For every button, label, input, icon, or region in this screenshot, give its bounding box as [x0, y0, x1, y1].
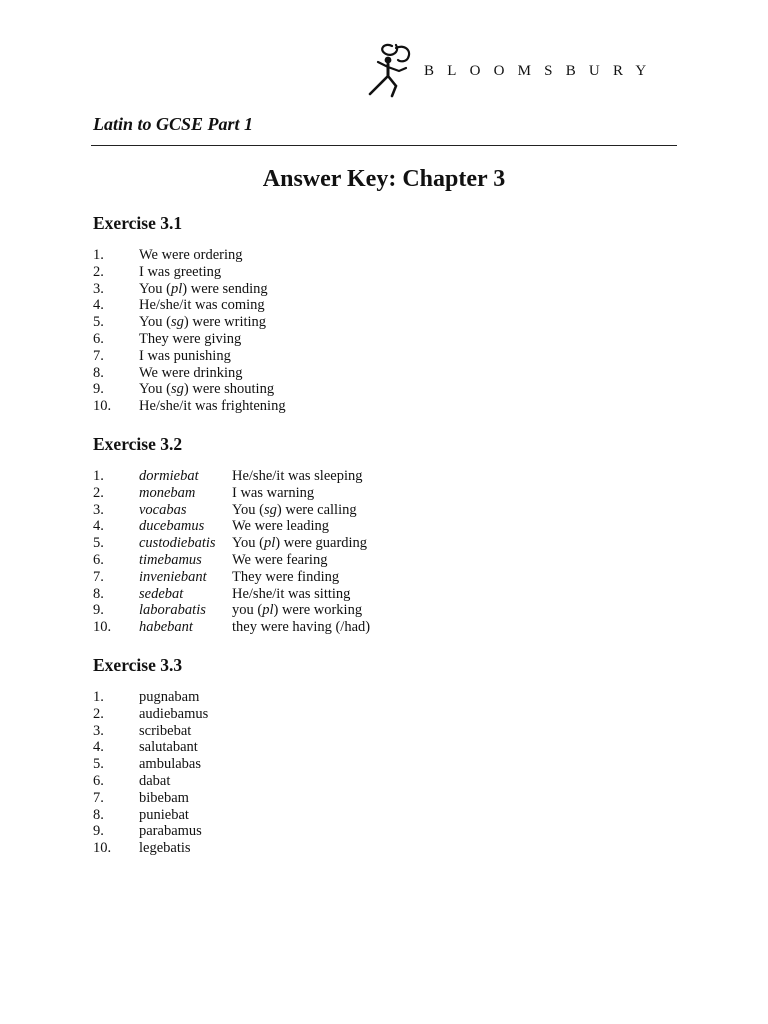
answer-text	[232, 586, 350, 603]
answer-text	[139, 840, 191, 857]
answer-fragment: We were fearing	[232, 551, 328, 568]
answer-fragment: I was punishing	[139, 347, 231, 364]
leaping-figure-icon	[366, 40, 426, 100]
answer-text	[139, 264, 221, 281]
answer-fragment: He/she/it was frightening	[139, 398, 286, 415]
item-number: 4.	[93, 739, 104, 756]
latin-verb: ducebamus	[139, 518, 205, 535]
exercise-heading: Exercise 3.3	[93, 655, 183, 675]
item-number: 6.	[93, 551, 104, 568]
item-number: 2.	[93, 484, 104, 501]
item-number: 7.	[93, 789, 104, 806]
answer-text	[139, 365, 243, 382]
answer-fragment: parabamus	[139, 823, 202, 840]
answer-text	[232, 619, 370, 636]
answer-fragment: ambulabas	[139, 756, 202, 773]
exercise-3-1	[93, 212, 286, 415]
answer-fragment: puniebat	[139, 806, 189, 823]
latin-verb: laborabatis	[139, 602, 206, 619]
item-number: 5.	[93, 314, 104, 331]
item-number: 4.	[93, 518, 104, 535]
latin-verb: sedebat	[139, 585, 184, 602]
item-number: 1.	[93, 468, 104, 484]
answer-text	[232, 502, 357, 519]
answer-text	[232, 569, 339, 586]
header-divider	[91, 145, 677, 146]
answer-text	[139, 331, 241, 348]
answer-text	[232, 468, 362, 485]
number-abbreviation: sg	[263, 501, 277, 518]
item-number: 6.	[93, 772, 104, 789]
number-abbreviation: pl	[170, 280, 183, 297]
answer-fragment: He/she/it was sitting	[232, 585, 351, 602]
answer-fragment: We were drinking	[139, 364, 243, 381]
answer-fragment: they were having (/had)	[232, 619, 371, 636]
answer-text	[139, 790, 189, 807]
answer-text	[139, 398, 286, 415]
answer-text	[139, 823, 202, 840]
answer-fragment: ) were calling	[276, 501, 357, 518]
answer-fragment: You (	[139, 381, 171, 398]
answer-fragment: We were ordering	[139, 247, 243, 263]
answer-fragment: salutabant	[139, 739, 198, 756]
item-number: 3.	[93, 722, 104, 739]
exercise-heading: Exercise 3.1	[93, 213, 183, 233]
answer-text	[232, 602, 362, 619]
item-number: 10.	[93, 840, 112, 857]
answer-text	[139, 247, 243, 264]
answer-text	[232, 552, 327, 569]
item-number: 3.	[93, 280, 104, 297]
answer-fragment: legebatis	[139, 840, 191, 857]
book-title: Latin to GCSE Part 1	[93, 114, 254, 134]
item-number: 9.	[93, 823, 104, 840]
answer-text	[139, 807, 189, 824]
answer-fragment: You (	[232, 501, 264, 518]
answer-fragment: scribebat	[139, 722, 192, 739]
answer-text	[139, 381, 274, 398]
item-number: 7.	[93, 347, 104, 364]
item-number: 5.	[93, 535, 104, 552]
answer-fragment: He/she/it was coming	[139, 297, 265, 314]
latin-verb: monebam	[139, 484, 196, 501]
item-number: 1.	[93, 689, 104, 705]
answer-fragment: He/she/it was sleeping	[232, 468, 363, 484]
answer-fragment: pugnabam	[139, 689, 200, 705]
answer-fragment: ) were guarding	[275, 535, 368, 552]
answer-text	[139, 706, 208, 723]
exercise-heading: Exercise 3.2	[93, 434, 183, 454]
answer-text	[232, 518, 329, 535]
answer-fragment: ) were shouting	[183, 381, 275, 398]
answer-fragment: dabat	[139, 772, 171, 789]
item-number: 7.	[93, 568, 104, 585]
answer-fragment: ) were writing	[183, 314, 267, 331]
item-number: 10.	[93, 619, 112, 636]
item-number: 2.	[93, 705, 104, 722]
answer-text	[139, 723, 191, 740]
item-number: 8.	[93, 364, 104, 381]
item-number: 8.	[93, 585, 104, 602]
exercise-3-2	[93, 433, 371, 636]
answer-fragment: I was greeting	[139, 263, 222, 280]
answer-text	[139, 756, 201, 773]
page-title: Answer Key: Chapter 3	[262, 166, 506, 192]
exercise-3-3	[93, 654, 209, 857]
item-number: 9.	[93, 381, 104, 398]
answer-text	[139, 739, 198, 756]
item-number: 9.	[93, 602, 104, 619]
item-number: 3.	[93, 501, 104, 518]
item-number: 5.	[93, 756, 104, 773]
answer-text	[139, 773, 170, 790]
answer-fragment: You (	[232, 535, 264, 552]
item-number: 10.	[93, 398, 112, 415]
latin-verb: custodiebatis	[139, 535, 216, 552]
answer-fragment: You (	[139, 280, 171, 297]
answer-fragment: You (	[139, 314, 171, 331]
answer-text	[139, 689, 199, 706]
item-number: 8.	[93, 806, 104, 823]
item-number: 6.	[93, 330, 104, 347]
answer-fragment: ) were sending	[182, 280, 268, 297]
answer-text	[139, 314, 266, 331]
answer-fragment: bibebam	[139, 789, 189, 806]
latin-verb: timebamus	[139, 551, 202, 568]
answer-fragment: ) were working	[273, 602, 363, 619]
answer-fragment: We were leading	[232, 518, 330, 535]
publisher-logo	[366, 40, 672, 100]
number-abbreviation: sg	[170, 381, 184, 398]
publisher-name: BLOOMSBURY	[424, 63, 660, 79]
answer-fragment: audiebamus	[139, 705, 209, 722]
item-number: 4.	[93, 297, 104, 314]
latin-verb: inveniebant	[139, 568, 207, 585]
latin-verb: habebant	[139, 619, 193, 636]
answer-text	[139, 348, 231, 365]
number-abbreviation: pl	[262, 602, 274, 619]
item-number: 1.	[93, 247, 104, 263]
answer-text	[139, 297, 265, 314]
latin-verb: vocabas	[139, 501, 187, 518]
number-abbreviation: pl	[263, 535, 276, 552]
answer-text	[232, 535, 367, 552]
answer-fragment: They were finding	[232, 568, 340, 585]
item-number: 2.	[93, 263, 104, 280]
answer-fragment: I was warning	[232, 484, 315, 501]
answer-text	[232, 485, 314, 502]
latin-verb: dormiebat	[139, 468, 199, 484]
answer-text	[139, 281, 268, 298]
answer-fragment: They were giving	[139, 330, 242, 347]
number-abbreviation: sg	[170, 314, 184, 331]
answer-fragment: you (	[232, 602, 263, 619]
